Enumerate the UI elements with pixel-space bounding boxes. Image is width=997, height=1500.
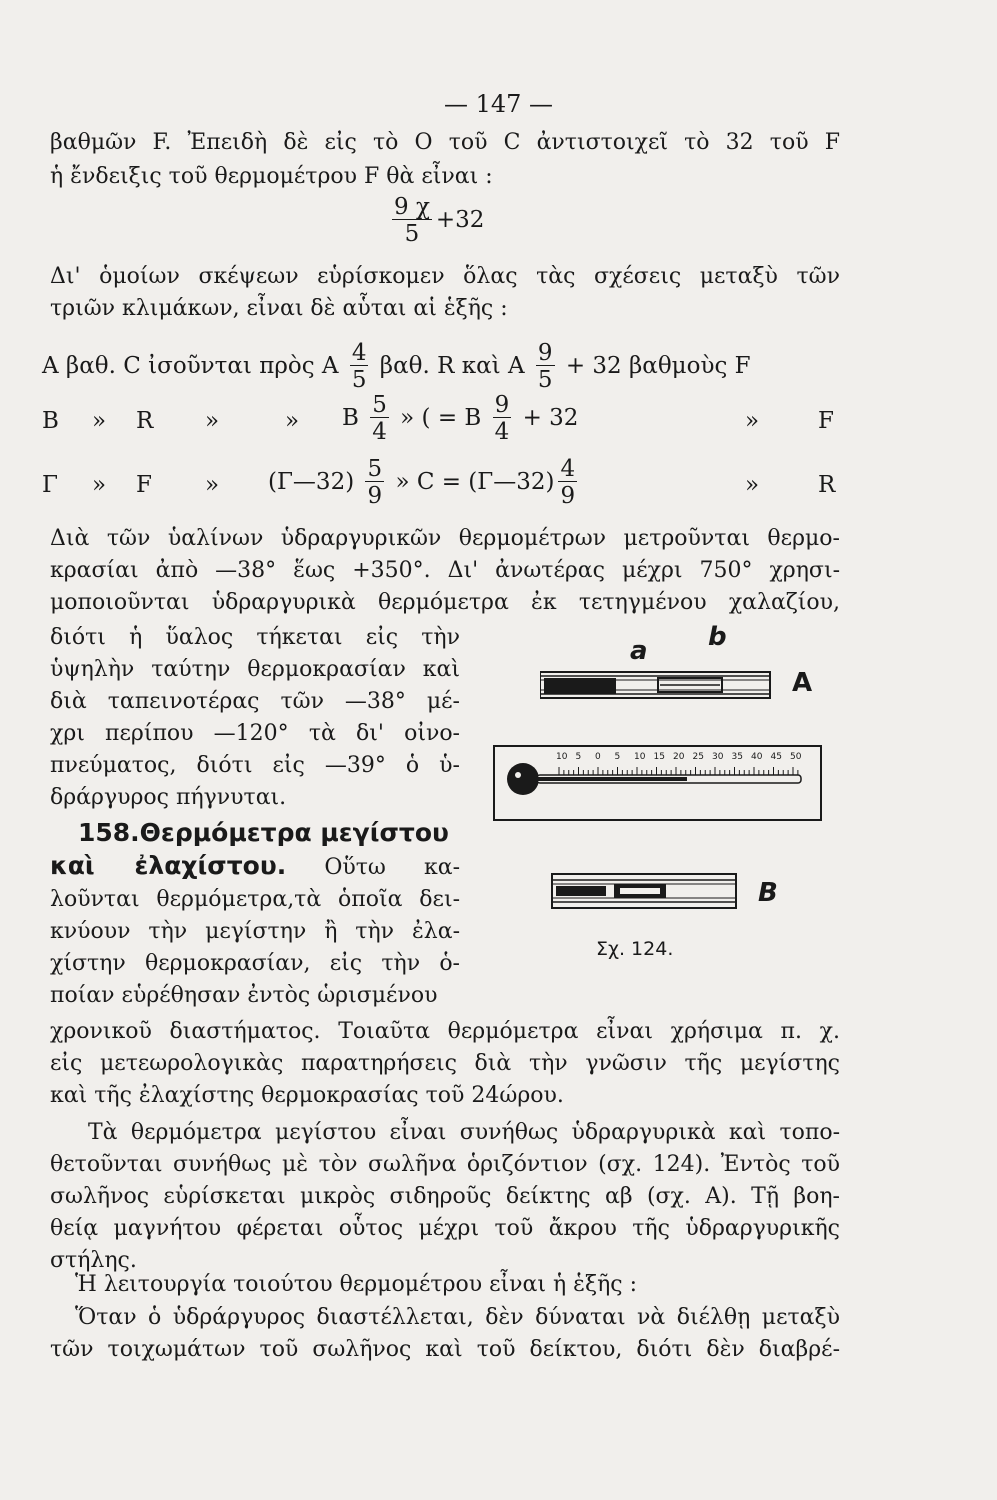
figure-max-thermometer-b (548, 868, 748, 918)
scale-label: 10 (556, 752, 568, 762)
figure-label-capital-a: A (792, 668, 813, 698)
text-line: διότι ἡ ὕαλος τήκεται εἰς τὴν (50, 625, 460, 650)
text-line: στήλης. (50, 1248, 137, 1273)
figure-max-thermometer-a (540, 640, 830, 710)
scale-label: 15 (653, 752, 665, 762)
text-line: χρονικοῦ διαστήματος. Τοιαῦτα θερμόμετρα εἶναι χρήσιμα π. χ. (50, 1019, 840, 1044)
text-line: χρι περίπου —120° τὰ δι' οἰνο- (50, 721, 460, 746)
relation-cell: » (92, 472, 107, 498)
mercury-column (544, 678, 616, 694)
relation-cell: » (92, 408, 107, 434)
thermometer-bulb (507, 763, 539, 795)
relation-cell: R (818, 472, 836, 498)
text-line: θείᾳ μαγνήτου φέρεται οὗτος μέχρι τοῦ ἄκρου τῆς ὑδραργυρικῆς (50, 1216, 840, 1241)
relation-cell: Γ (42, 472, 58, 498)
text-line: Ὅταν ὁ ὑδράργυρος διαστέλλεται, δὲν δύναται νὰ διέλθῃ μεταξὺ (75, 1305, 840, 1330)
text-line: δράργυρος πήγνυται. (50, 785, 287, 810)
section-heading: 158.Θερμόμετρα μεγίστου (78, 818, 449, 847)
scale-label: 25 (692, 752, 704, 762)
relation-cell: (Γ—32) $\frac{5}{9}$ » C = (Γ—32) $\frac{4}{9}$ (268, 456, 576, 509)
relation-row-1: A βαθ. C ἰσοῦνται πρὸς A $\frac{4}{5}$ βαθ. R καὶ A $\frac{9}{5}$ + 32 βαθμοὺς F (42, 340, 751, 393)
relation-cell: F (818, 408, 834, 434)
text-line: ὑψηλὴν ταύτην θερμοκρασίαν καὶ (50, 657, 460, 682)
relation-cell: B (42, 408, 59, 434)
page-number: — 147 — (443, 90, 554, 118)
relation-cell: » (745, 472, 760, 498)
fraction: $\frac{4}{9}$ (560, 456, 576, 509)
scale-label: 10 (634, 752, 646, 762)
fraction: $\frac{9 \chi}{5}$ (394, 194, 430, 247)
scale-label: 45 (770, 752, 782, 762)
text-line: πνεύματος, διότι εἰς —39° ὁ ὑ- (50, 753, 460, 778)
text-line: Δι' ὁμοίων σκέψεων εὑρίσκομεν ὅλας τὰς σχέσεις μεταξὺ τῶν (50, 264, 840, 289)
figure-label-a: a (630, 636, 648, 666)
text-line: Διὰ τῶν ὑαλίνων ὑδραργυρικῶν θερμομέτρων μετροῦνται θερμο- (50, 526, 840, 551)
text-line: τῶν τοιχωμάτων τοῦ σωλῆνος καὶ τοῦ δείκτου, διότι δὲν διαβρέ- (50, 1337, 840, 1362)
text-line: θετοῦνται συνήθως μὲ τὸν σωλῆνα ὁριζόντιον (σχ. 124). Ἐντὸς τοῦ (50, 1152, 840, 1177)
scale-label: 30 (712, 752, 724, 762)
text-line: ποίαν εὑρέθησαν ἐντὸς ὡρισμένου (50, 983, 438, 1008)
formula-temperature-conversion: $\frac{9 \chi}{5}$ +32 (394, 194, 485, 247)
relation-cell: » (205, 472, 220, 498)
relation-cell: » (285, 408, 300, 434)
text-line: διὰ ταπεινοτέρας τῶν —38° μέ- (50, 689, 460, 714)
text-line: κρασίαι ἀπὸ —38° ἕως +350°. Δι' ἀνωτέρας μέχρι 750° χρησι- (50, 558, 840, 583)
text-line: εἰς μετεωρολογικὰς παρατηρήσεις διὰ τὴν γνῶσιν τῆς μεγίστης (50, 1051, 840, 1076)
text-line: μοποιοῦνται ὑδραργυρικὰ θερμόμετρα ἐκ τετηγμένου χαλαζίου, (50, 590, 840, 615)
figure-caption: Σχ. 124. (596, 938, 674, 960)
scale-label: 5 (614, 752, 621, 762)
relation-cell: B $\frac{5}{4}$ » ( = B $\frac{9}{4}$ + 32 (342, 392, 579, 445)
text-line: Τὰ θερμόμετρα μεγίστου εἶναι συνήθως ὑδραργυρικὰ καὶ τοπο- (88, 1120, 840, 1145)
text-line: ἡ ἔνδειξις τοῦ θερμομέτρου F θὰ εἶναι : (50, 164, 493, 189)
relation-cell: F (136, 472, 152, 498)
scale-label: 40 (751, 752, 763, 762)
text-line: τριῶν κλιμάκων, εἶναι δὲ αὗται αἱ ἑξῆς : (50, 296, 508, 321)
fraction: $\frac{5}{9}$ (367, 456, 383, 509)
section-heading-line: καὶ ἐλαχίστου. Οὕτω κα- (50, 851, 460, 880)
text-line: λοῦνται θερμόμετρα,τὰ ὁποῖα δει- (50, 887, 460, 912)
fraction: $\frac{9}{5}$ (537, 340, 553, 393)
text-line: σωλῆνος εὑρίσκεται μικρὸς σιδηροῦς δείκτης αβ (σχ. Α). Τῇ βοη- (50, 1184, 840, 1209)
figure-label-b: b (708, 622, 727, 652)
scale-label: 50 (790, 752, 802, 762)
text-line: βαθμῶν F. Ἐπειδὴ δὲ εἰς τὸ Ο τοῦ C ἀντιστοιχεῖ τὸ 32 τοῦ F (50, 130, 840, 155)
scale-label: 35 (731, 752, 743, 762)
scale-label: 0 (595, 752, 601, 762)
text-line: κνύουν τὴν μεγίστην ἢ τὴν ἐλα- (50, 919, 460, 944)
relation-cell: » (205, 408, 220, 434)
relation-cell: » (745, 408, 760, 434)
text-line: καὶ τῆς ἐλαχίστης θερμοκρασίας τοῦ 24ώρου. (50, 1083, 564, 1108)
scale-label: 20 (673, 752, 685, 762)
relation-cell: R (136, 408, 154, 434)
text-line: Ἡ λειτουργία τοιούτου θερμομέτρου εἶναι ἡ ἑξῆς : (75, 1272, 637, 1297)
text-line: χίστην θερμοκρασίαν, εἰς τὴν ὁ- (50, 951, 460, 976)
fraction: $\frac{4}{5}$ (351, 340, 367, 393)
figure-label-capital-b: B (758, 878, 778, 908)
fraction: $\frac{5}{4}$ (372, 392, 387, 445)
scale-label: 5 (575, 752, 582, 762)
fraction: $\frac{9}{4}$ (494, 392, 510, 445)
scale-labels (556, 752, 806, 766)
